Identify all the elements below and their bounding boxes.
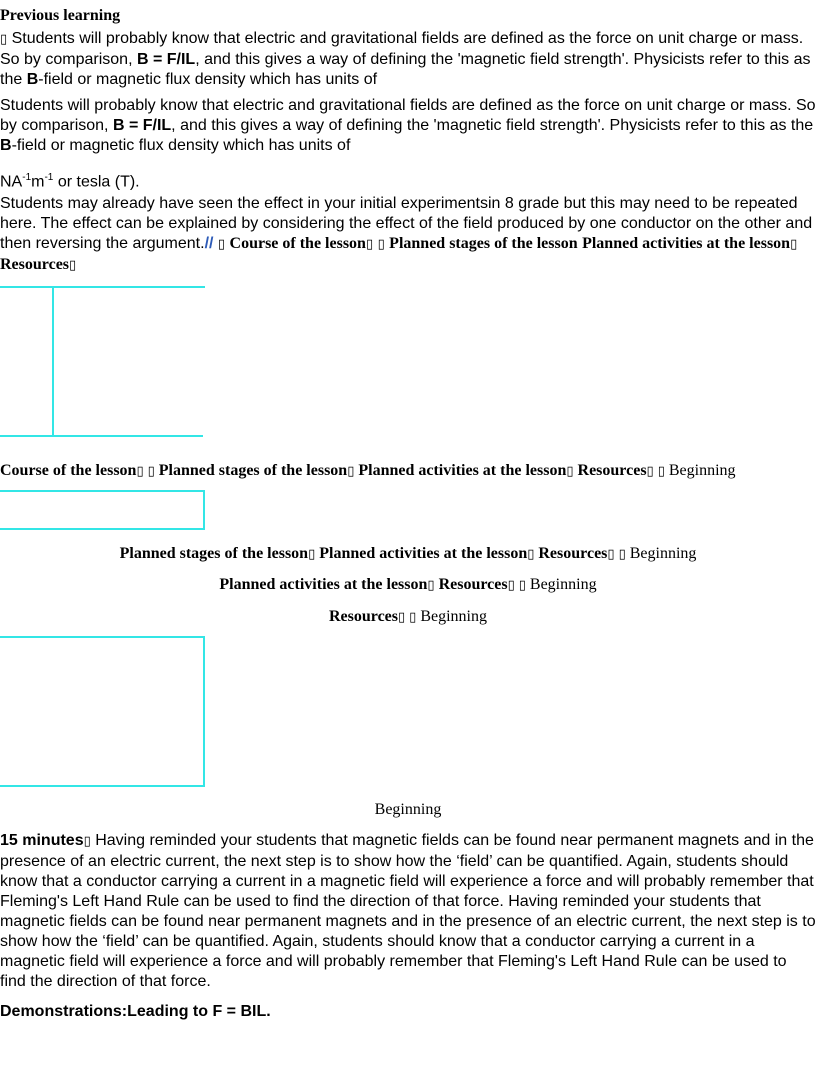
units-line: $NA^{-1}m^{-1}$ or tesla (T). bbox=[0, 172, 140, 191]
section-heading: Previous learning bbox=[0, 7, 121, 24]
box-glyph-icon: ▯ bbox=[217, 237, 226, 252]
header-resources: Resources bbox=[0, 256, 70, 273]
intro-paragraph-repeat: Students will probably know that electric and gravitational fields are defined as the force on unit charge or mass. So by comparison, B = F/IL, and this gives a way of defining the 'magnetic field strength'. Physicists refer to this as the B-field or magnetic flux density which has units of bbox=[0, 97, 816, 154]
table-cell-box-small bbox=[0, 490, 205, 530]
timing-label: 15 minutes bbox=[0, 832, 84, 849]
intro-paragraph-first: ▯ Students will probably know that electric and gravitational fields are defined as the force on unit charge or mass. So by comparison, B = F/IL, and this gives a way of defining the 'magnetic field strength'. Physicists refer to this as the B-field or magnetic flux density which has units of bbox=[0, 30, 811, 88]
header-row-1: Course of the lesson▯ ▯ Planned stages of the lesson▯ Planned activities at the lesson▯ Resources▯ ▯ Beginning bbox=[0, 462, 736, 479]
header-row-2: Planned stages of the lesson▯ Planned activities at the lesson▯ Resources▯ ▯ Beginning bbox=[119, 545, 697, 562]
header-stages: Planned stages of the lesson bbox=[389, 235, 578, 252]
header-course: Course of the lesson bbox=[229, 235, 366, 252]
table-border-vertical bbox=[52, 286, 54, 437]
header-row-3: Planned activities at the lesson▯ Resources▯ ▯ Beginning bbox=[219, 576, 597, 593]
header-row-4: Resources▯ ▯ Beginning bbox=[328, 608, 487, 625]
prior-experiment-paragraph: Students may already have seen the effect in your initial experimentsin 8 grade but this may need to be repeated here. The effect can be explained by considering the effect of the field produced by one conductor on the other and then reversing the argument.// ▯ Course of the lesson▯ ▯ Planned stages of the lesson Planned activities at the lesson▯ Resources▯ bbox=[0, 195, 813, 273]
table-cell-box-large bbox=[0, 636, 205, 787]
stage-beginning: Beginning bbox=[374, 801, 442, 818]
demonstrations-heading: Demonstrations:Leading to F = BIL. bbox=[0, 1003, 271, 1020]
lesson-intro-paragraph: 15 minutes▯ Having reminded your students that magnetic fields can be found near permanent magnets and in the presence of an electric current, the next step is to show how the ‘field’ can be quantified. Again, students should know that a conductor carrying a current in a magnetic field will experience a force and will probably remember that Fleming's Left Hand Rule can be used to find the direction of that force. Having reminded your students that magnetic fields can be found near permanent magnets and in the presence of an electric current, the next step is to show how the ‘field’ can be quantified. Again, students should know that a conductor carrying a current in a magnetic field will experience a force and will probably remember that Fleming's Left Hand Rule can be used to find the direction of that force. bbox=[0, 832, 816, 990]
header-activities: Planned activities at the lesson bbox=[582, 235, 791, 252]
box-glyph-icon: ▯ bbox=[0, 32, 8, 47]
table-border-top bbox=[0, 286, 205, 288]
slash-glyph-icon: // bbox=[204, 235, 214, 252]
table-border-bottom bbox=[0, 435, 203, 437]
